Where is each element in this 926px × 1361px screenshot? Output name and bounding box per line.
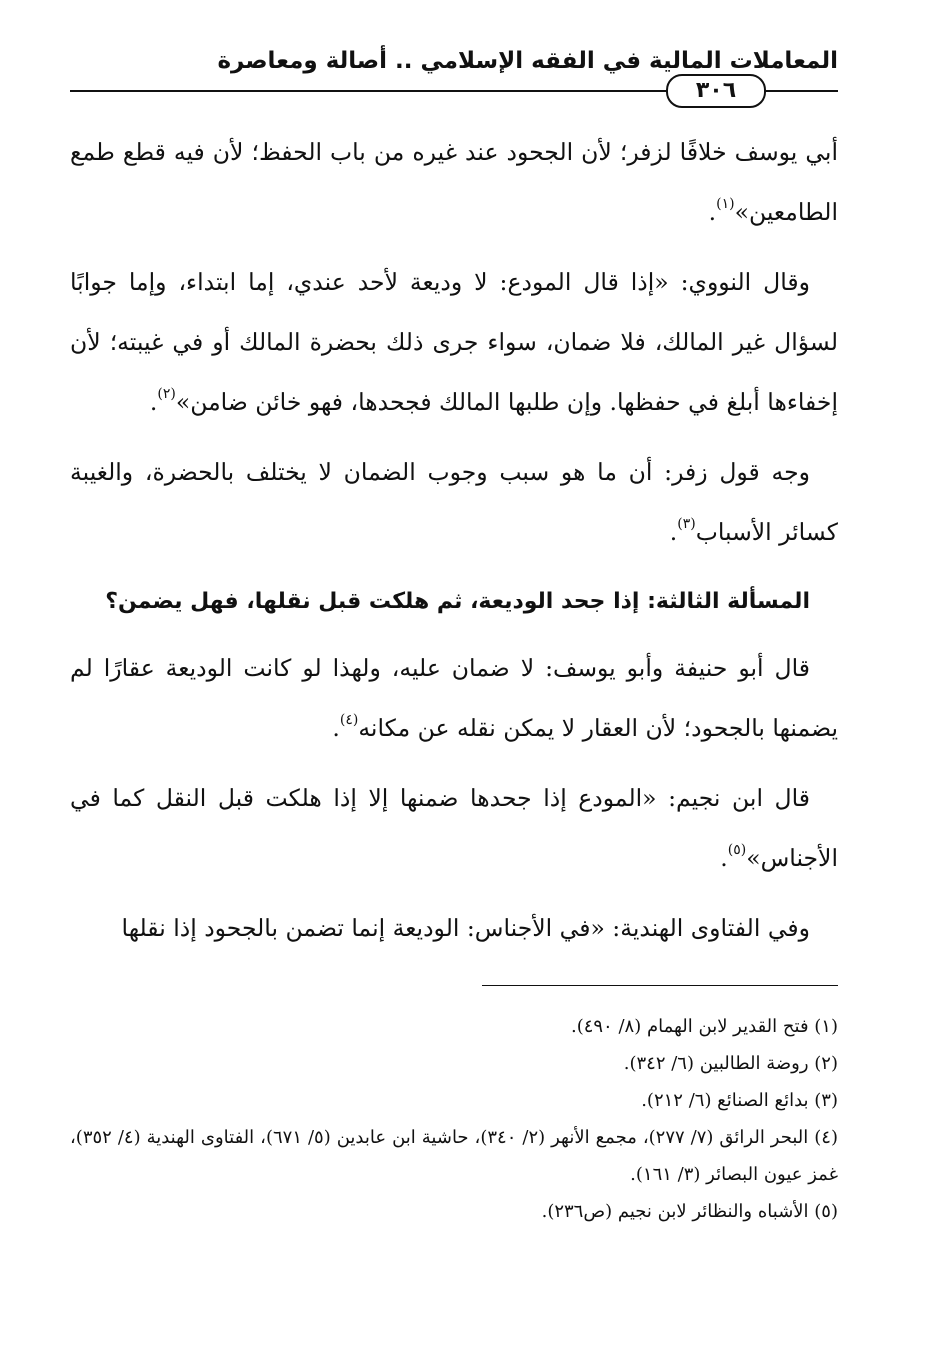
paragraph-5-text: قال ابن نجيم: «المودع إذا جحدها ضمنها إلا إذا هلكت قبل النقل كما في الأجناس» — [70, 784, 838, 872]
paragraph-5 — [70, 768, 838, 888]
paragraph-4-end: . — [332, 714, 340, 742]
footnotes — [70, 1008, 838, 1230]
paragraph-2-text: وقال النووي: «إذا قال المودع: لا وديعة لأحد عندي، إما ابتداء، وإما جوابًا لسؤال غير المالك، فلا ضمان، سواء جرى ذلك بحضرة المالك أو في غيبته؛ لأن إخفاءها أبلغ في حفظها. وإن طلبها المالك فجحدها، فهو خائن ضامن» — [70, 268, 838, 416]
footnote-rule — [482, 985, 838, 986]
page-header — [70, 44, 838, 104]
footnote-ref-1: (١) — [716, 196, 735, 212]
paragraph-2 — [70, 252, 838, 432]
paragraph-1 — [70, 122, 838, 242]
footnote-ref-2: (٢) — [157, 386, 176, 402]
footnote-ref-5: (٥) — [727, 842, 747, 858]
paragraph-1-end: . — [708, 198, 717, 226]
footnote-3: (٣) بدائع الصنائع (٦/ ٢١٢). — [641, 1090, 838, 1111]
footnote-ref-4: (٤) — [339, 712, 359, 728]
footnote-2: (٢) روضة الطالبين (٦/ ٣٤٢). — [623, 1053, 838, 1074]
footnote-1: (١) فتح القدير لابن الهمام (٨/ ٤٩٠). — [570, 1016, 838, 1037]
footnote-4: (٤) البحر الرائق (٧/ ٢٧٧)، مجمع الأنهر (٢/ ٣٤٠)، حاشية ابن عابدين (٥/ ٦٧١)، الفتاوى الهندية (٤/ ٣٥٢)، غمز عيون البصائر (٣/ ١٦١). — [70, 1127, 838, 1185]
paragraph-3-end: . — [669, 518, 678, 546]
running-title: المعاملات المالية في الفقه الإسلامي .. أصالة ومعاصرة — [217, 48, 838, 74]
paragraph-4-text: قال أبو حنيفة وأبو يوسف: لا ضمان عليه، ولهذا لو كانت الوديعة عقارًا لم يضمنها بالجحود؛ لأن العقار لا يمكن نقله عن مكانه — [70, 654, 838, 742]
paragraph-3-text: وجه قول زفر: أن ما هو سبب وجوب الضمان لا يختلف بالحضرة، والغيبة كسائر الأسباب — [70, 458, 838, 546]
paragraph-6 — [70, 898, 838, 958]
paragraph-2-end: . — [149, 388, 158, 416]
paragraph-5-end: . — [720, 844, 728, 872]
paragraph-1-text: أبي يوسف خلافًا لزفر؛ لأن الجحود عند غيره من باب الحفظ؛ لأن فيه قطع طمع الطامعين» — [70, 138, 838, 226]
paragraph-3 — [70, 442, 838, 562]
paragraph-6-text: وفي الفتاوى الهندية: «في الأجناس: الوديعة إنما تضمن بالجحود إذا نقلها — [121, 914, 810, 942]
footnote-ref-3: (٣) — [677, 516, 696, 532]
paragraph-4 — [70, 638, 838, 758]
section-heading: المسألة الثالثة: إذا جحد الوديعة، ثم هلكت قبل نقلها، فهل يضمن؟ — [105, 589, 810, 614]
footnote-5: (٥) الأشباه والنظائر لابن نجيم (ص٢٣٦). — [541, 1201, 838, 1222]
page-number: ٣٠٦ — [666, 74, 766, 108]
main-text — [70, 122, 838, 968]
